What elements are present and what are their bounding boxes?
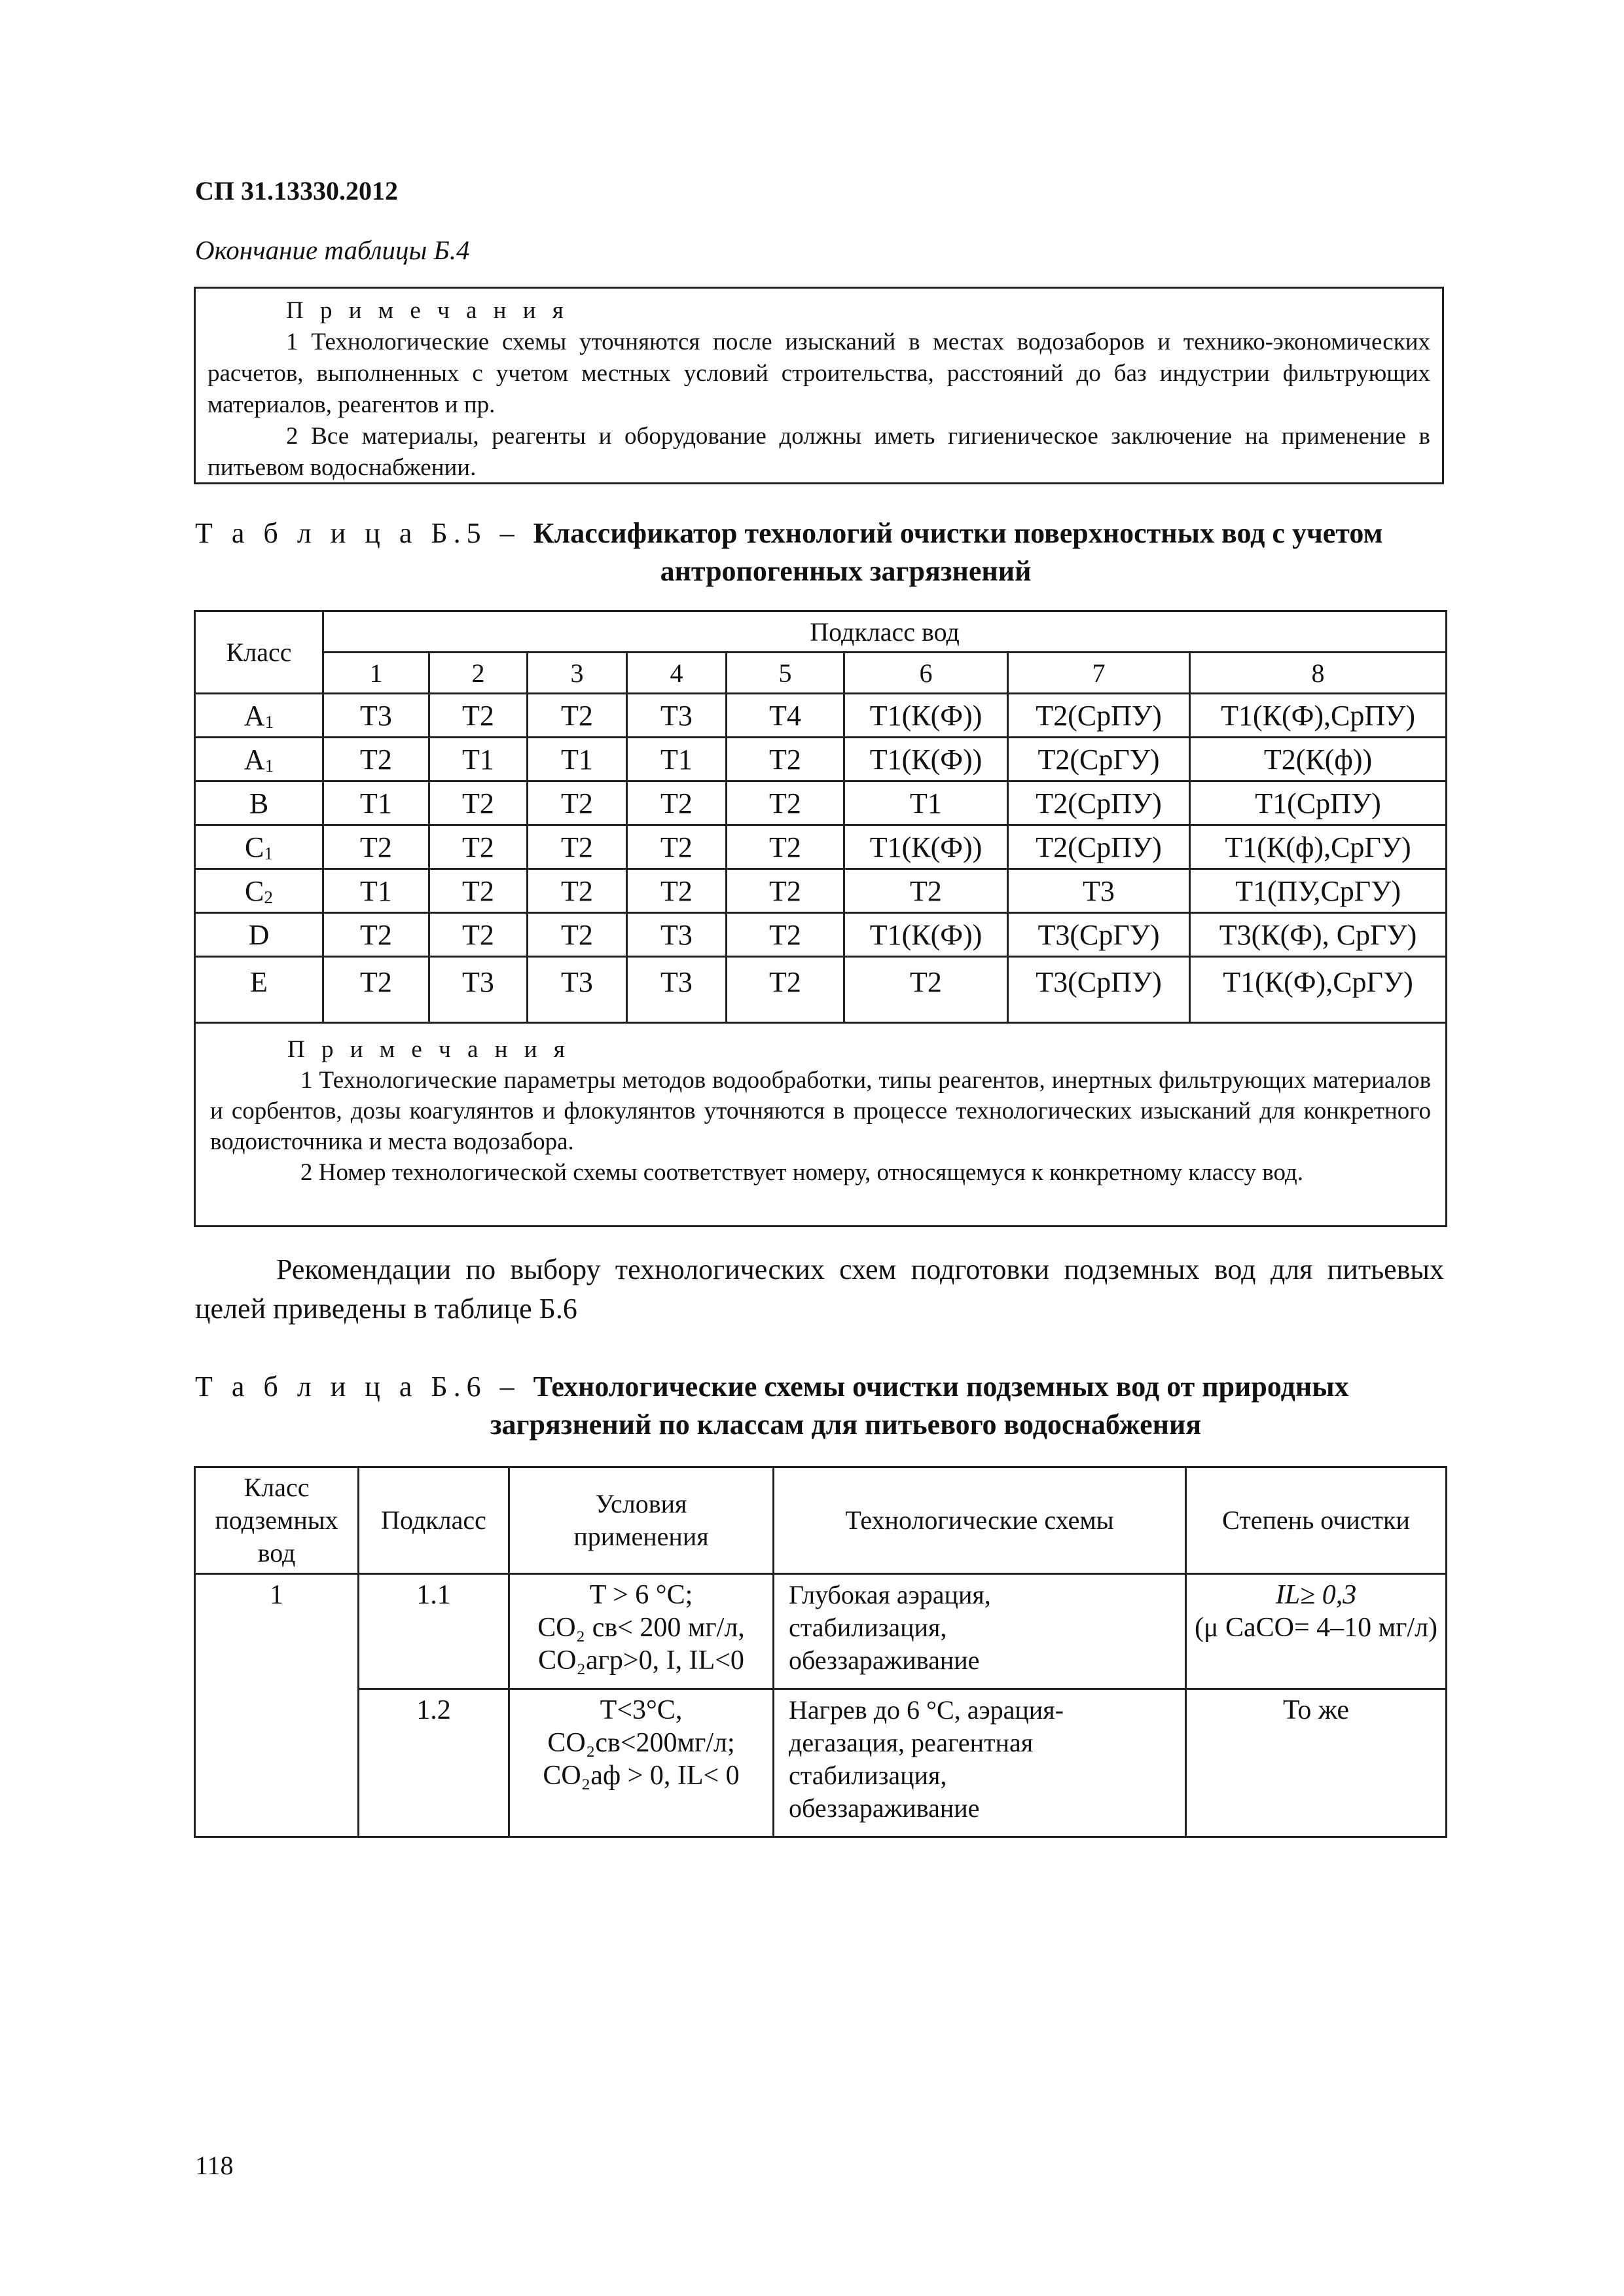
conditions-cell <box>509 1689 774 1837</box>
cell-line: стабилизация, <box>789 1613 947 1642</box>
cell-line: Глубокая аэрация, <box>789 1580 991 1609</box>
subclass-column-number: 1 <box>323 653 429 694</box>
table-row <box>195 913 1447 957</box>
technology-cell: Т2 <box>528 694 627 738</box>
class-letter: А <box>244 743 265 776</box>
subclass-column-number: 2 <box>429 653 528 694</box>
technology-cell: Т3 <box>429 957 528 1023</box>
body-paragraph: Рекомендации по выбору технологических схем подготовки подземных вод для питьевых целей приведены в таблице Б.6 <box>195 1253 1444 1325</box>
cell-line: стабилизация, <box>789 1761 947 1790</box>
table-row <box>195 869 1447 913</box>
class-cell <box>195 694 323 738</box>
subclass-column-number: 5 <box>727 653 844 694</box>
cell-line: CO₂агр>0, I, IL<0 <box>538 1645 744 1676</box>
technology-cell: Т2 <box>844 869 1008 913</box>
notes-heading: П р и м е ч а н и я <box>286 297 569 324</box>
technology-cell: Т2 <box>429 869 528 913</box>
header-subclass: Подкласс <box>359 1467 509 1574</box>
technology-cell: Т1 <box>323 869 429 913</box>
technology-cell: Т1(К(Ф),СрПУ) <box>1190 694 1447 738</box>
technology-cell: Т2 <box>429 825 528 869</box>
technology-cell: Т3 <box>627 913 727 957</box>
technology-cell: Т1(К(ф),СрГУ) <box>1190 825 1447 869</box>
class-subscript: 1 <box>264 755 274 776</box>
table-label: Т а б л и ц а Б.6 – <box>195 1371 533 1403</box>
technology-cell: Т2 <box>323 957 429 1023</box>
cell-line: T > 6 °С; <box>589 1580 693 1610</box>
degree-cell: То же <box>1186 1689 1447 1837</box>
header-schemes: Технологические схемы <box>774 1467 1186 1574</box>
class-letter: Е <box>250 966 268 998</box>
cell-line: обеззараживание <box>789 1645 980 1675</box>
technology-cell: Т2 <box>727 781 844 825</box>
table-b6 <box>194 1466 1447 1838</box>
table-continuation-caption: Окончание таблицы Б.4 <box>195 235 470 265</box>
technology-cell: Т1 <box>429 738 528 781</box>
class-cell <box>195 781 323 825</box>
standard-code: СП 31.13330.2012 <box>195 176 398 206</box>
table-label: Т а б л и ц а Б.5 – <box>195 517 533 549</box>
technology-cell: Т2 <box>323 738 429 781</box>
class-subscript: 1 <box>264 711 274 732</box>
technology-cell: Т3(СрПУ) <box>1008 957 1190 1023</box>
technology-cell: Т2 <box>727 957 844 1023</box>
table-row <box>195 825 1447 869</box>
technology-cell: Т2 <box>627 825 727 869</box>
table-title: Технологические схемы очистки подземных вод от природных <box>533 1371 1349 1403</box>
conditions-cell <box>509 1574 774 1689</box>
note-item: 1 Технологические параметры методов водообработки, типы реагентов, инертных фильтрующих материалов и сорбентов, дозы коагулянтов и флокулянтов уточняются в процессе технологических изысканий для конкретного водоисточника и места водозабора. <box>210 1067 1432 1155</box>
technology-cell: Т2 <box>528 913 627 957</box>
cell-line: дегазация, реагентная <box>789 1728 1034 1757</box>
note-item: 2 Все материалы, реагенты и оборудование должны иметь гигиеническое заключение на применение в питьевом водоснабжении. <box>208 423 1430 481</box>
technology-cell: Т1(К(Ф)) <box>844 825 1008 869</box>
technology-cell: Т3(СрГУ) <box>1008 913 1190 957</box>
technology-cell: Т2 <box>323 825 429 869</box>
table-title-line2: антропогенных загрязнений <box>660 555 1032 587</box>
technology-cell: Т2 <box>429 694 528 738</box>
note-item: 1 Технологические схемы уточняются после изысканий в местах водозаборов и технико-экономических расчетов, выполненных с учетом местных условий строительства, расстояний до баз индустрии фильтрующих материалов, реагентов и пр. <box>208 329 1430 418</box>
header-text: Класс <box>244 1473 310 1502</box>
header-text: подземных <box>215 1505 338 1535</box>
technology-cell: Т2 <box>528 869 627 913</box>
technology-cell: Т2 <box>727 913 844 957</box>
class-cell: 1 <box>195 1574 359 1837</box>
technology-cell: Т1(К(Ф)) <box>844 913 1008 957</box>
header-text: применения <box>573 1522 709 1551</box>
class-subscript: 2 <box>264 887 273 907</box>
table-row <box>195 957 1447 1023</box>
table-title: Классификатор технологий очистки поверхностных вод с учетом <box>533 517 1383 549</box>
subclass-cell: 1.1 <box>359 1574 509 1689</box>
header-text: вод <box>257 1538 296 1568</box>
schemes-cell <box>774 1689 1186 1837</box>
table-b5-caption <box>195 514 1444 590</box>
technology-cell: Т3(К(Ф), СрГУ) <box>1190 913 1447 957</box>
class-header: Класс <box>195 611 323 694</box>
technology-cell: Т2 <box>528 825 627 869</box>
notes-heading: П р и м е ч а н и я <box>287 1036 570 1063</box>
technology-cell: Т3 <box>627 694 727 738</box>
cell-line: CO₂аф > 0, IL< 0 <box>543 1761 740 1791</box>
technology-cell: Т4 <box>727 694 844 738</box>
technology-cell: Т1 <box>528 738 627 781</box>
page-number: 118 <box>195 2151 234 2180</box>
technology-cell: Т2 <box>627 781 727 825</box>
header-class <box>195 1467 359 1574</box>
technology-cell: Т3 <box>1008 869 1190 913</box>
technology-cell: Т2 <box>727 738 844 781</box>
class-cell <box>195 825 323 869</box>
schemes-cell <box>774 1574 1186 1689</box>
class-subscript: 1 <box>264 843 273 863</box>
technology-cell: Т1(ПУ,СрГУ) <box>1190 869 1447 913</box>
cell-line: (μ CaCO= 4–10 мг/л) <box>1194 1613 1438 1643</box>
technology-cell: Т2 <box>528 781 627 825</box>
class-cell <box>195 913 323 957</box>
class-letter: В <box>249 787 269 819</box>
subclass-header: Подкласс вод <box>323 611 1447 653</box>
subclass-column-number: 8 <box>1190 653 1447 694</box>
class-letter: С <box>245 874 264 907</box>
header-conditions <box>509 1467 774 1574</box>
subclass-column-number: 6 <box>844 653 1008 694</box>
technology-cell: Т1(К(Ф)) <box>844 694 1008 738</box>
technology-cell: Т1 <box>844 781 1008 825</box>
notes-b4 <box>194 287 1444 484</box>
subclass-cell: 1.2 <box>359 1689 509 1837</box>
degree-cell <box>1186 1574 1447 1689</box>
class-cell <box>195 957 323 1023</box>
header-degree: Степень очистки <box>1186 1467 1447 1574</box>
notes-b5 <box>195 1023 1447 1227</box>
technology-cell: Т2(СрПУ) <box>1008 781 1190 825</box>
technology-cell: Т3 <box>323 694 429 738</box>
table-row <box>195 694 1447 738</box>
cell-line: Нагрев до 6 °С, аэрация- <box>789 1695 1064 1725</box>
table-b6-caption <box>195 1368 1444 1444</box>
cell-line: T<3°С, <box>600 1695 683 1725</box>
technology-cell: Т1 <box>323 781 429 825</box>
technology-cell: Т2(СрПУ) <box>1008 694 1190 738</box>
cell-line: CO₂св<200мг/л; <box>547 1728 735 1758</box>
cell-line: CO₂ св< 200 мг/л, <box>537 1613 745 1643</box>
technology-cell: Т1(СрПУ) <box>1190 781 1447 825</box>
header-text: Условия <box>595 1489 687 1518</box>
technology-cell: Т1 <box>627 738 727 781</box>
class-cell <box>195 869 323 913</box>
table-row <box>195 738 1447 781</box>
technology-cell: Т1(К(Ф),СрГУ) <box>1190 957 1447 1023</box>
technology-cell: Т2 <box>323 913 429 957</box>
class-letter: D <box>248 918 270 951</box>
technology-cell: Т2(К(ф)) <box>1190 738 1447 781</box>
technology-cell: Т3 <box>627 957 727 1023</box>
cell-line: IL≥ 0,3 <box>1275 1580 1357 1610</box>
table-b5 <box>194 610 1447 1227</box>
technology-cell: Т2 <box>727 869 844 913</box>
technology-cell: Т2 <box>627 869 727 913</box>
cell-line: обеззараживание <box>789 1793 980 1823</box>
table-row <box>195 1574 1447 1689</box>
subclass-column-number: 4 <box>627 653 727 694</box>
technology-cell: Т2 <box>429 913 528 957</box>
technology-cell: Т2 <box>429 781 528 825</box>
technology-cell: Т2 <box>727 825 844 869</box>
class-cell <box>195 738 323 781</box>
technology-cell: Т3 <box>528 957 627 1023</box>
technology-cell: Т1(К(Ф)) <box>844 738 1008 781</box>
technology-cell: Т2(СрПУ) <box>1008 825 1190 869</box>
table-row <box>195 1689 1447 1837</box>
technology-cell: Т2(СрГУ) <box>1008 738 1190 781</box>
class-letter: С <box>245 831 264 863</box>
class-letter: А <box>244 699 265 732</box>
table-row <box>195 781 1447 825</box>
subclass-column-number: 7 <box>1008 653 1190 694</box>
subclass-column-number: 3 <box>528 653 627 694</box>
table-title-line2: загрязнений по классам для питьевого водоснабжения <box>490 1408 1202 1441</box>
note-item: 2 Номер технологической схемы соответствует номеру, относящемуся к конкретному классу вод. <box>300 1159 1303 1186</box>
technology-cell: Т2 <box>844 957 1008 1023</box>
